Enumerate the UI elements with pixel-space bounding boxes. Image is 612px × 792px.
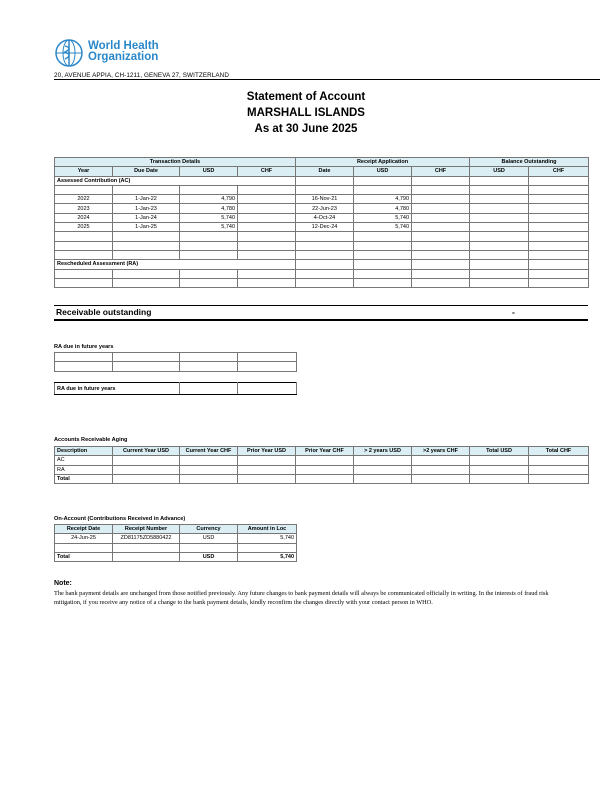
aging-col-2y-chf: >2 years CHF bbox=[412, 447, 470, 456]
due-date-cell: 1-Jan-22 bbox=[113, 195, 180, 204]
on-account-table bbox=[54, 524, 297, 562]
usd-cell: 4,790 bbox=[180, 195, 238, 204]
who-emblem-icon bbox=[54, 38, 84, 68]
address: 20, AVENUE APPIA, CH-1211, GENEVA 27, SWITZERLAND bbox=[54, 72, 229, 79]
usd-cell: 5,740 bbox=[180, 223, 238, 232]
ra-future-total-table bbox=[54, 382, 297, 395]
table-row bbox=[55, 543, 297, 552]
group-transaction-details: Transaction Details bbox=[55, 158, 296, 167]
aging-col-description: Description bbox=[55, 447, 113, 456]
aging-row-ra: RA bbox=[55, 465, 113, 474]
table-row bbox=[55, 362, 297, 371]
table-row bbox=[55, 552, 297, 561]
table-row bbox=[55, 204, 589, 213]
table-row bbox=[55, 353, 297, 362]
group-header-row bbox=[55, 158, 589, 167]
oa-total-amount: 5,740 bbox=[238, 552, 297, 561]
table-row bbox=[55, 534, 297, 543]
receipt-date-cell: 4-Oct-24 bbox=[296, 213, 354, 222]
group-balance-outstanding: Balance Outstanding bbox=[470, 158, 589, 167]
org-name-line2: Organization bbox=[88, 51, 159, 63]
who-logo bbox=[54, 38, 174, 70]
group-receipt-application: Receipt Application bbox=[296, 158, 470, 167]
org-name bbox=[88, 41, 159, 63]
receivable-label: Receivable outstanding bbox=[56, 307, 152, 317]
oa-currency: USD bbox=[180, 534, 238, 543]
oa-total-currency: USD bbox=[180, 552, 238, 561]
receipt-usd-cell: 5,740 bbox=[354, 223, 412, 232]
due-date-cell: 1-Jan-25 bbox=[113, 223, 180, 232]
ra-future-small-label: RA due in future years bbox=[54, 344, 114, 350]
receipt-date-cell: 12-Dec-24 bbox=[296, 223, 354, 232]
org-name-line1: World Health bbox=[88, 40, 159, 52]
section-ac-label: Assessed Contribution (AC) bbox=[55, 176, 296, 185]
due-date-cell: 1-Jan-23 bbox=[113, 204, 180, 213]
aging-header-row bbox=[55, 447, 589, 456]
usd-cell: 5,740 bbox=[180, 213, 238, 222]
aging-col-current-usd: Current Year USD bbox=[113, 447, 180, 456]
table-row bbox=[55, 241, 589, 250]
ra-future-big-label: RA due in future years bbox=[55, 383, 180, 395]
title-line1: Statement of Account bbox=[246, 91, 366, 103]
column-header-row bbox=[55, 167, 589, 176]
section-row bbox=[55, 260, 589, 269]
table-row bbox=[55, 383, 297, 395]
receipt-usd-cell: 4,780 bbox=[354, 204, 412, 213]
year-cell: 2024 bbox=[55, 213, 113, 222]
ra-future-table bbox=[54, 352, 297, 372]
receipt-usd-cell: 4,790 bbox=[354, 195, 412, 204]
aging-col-total-usd: Total USD bbox=[470, 447, 529, 456]
aging-col-prior-chf: Prior Year CHF bbox=[296, 447, 354, 456]
year-cell: 2023 bbox=[55, 204, 113, 213]
note-text: The bank payment details are unchanged from those notified previously. Any future changes to bank payment details will always be communicated officially in writing. In the interests of fraud risk mitigation, if you receive any notice of a change to the bank payment details, kindly reconfirm the changes directly with your contact person in WHO. bbox=[54, 590, 549, 606]
col-year: Year bbox=[55, 167, 113, 176]
aging-row-total: Total bbox=[55, 474, 113, 483]
aging-col-2y-usd: > 2 years USD bbox=[354, 447, 412, 456]
table-row bbox=[55, 474, 589, 483]
oa-receipt-date: 24-Jun-25 bbox=[55, 534, 113, 543]
table-row bbox=[55, 278, 589, 287]
oa-col-receipt-date: Receipt Date bbox=[55, 525, 113, 534]
on-account-header-row bbox=[55, 525, 297, 534]
col-date: Date bbox=[296, 167, 354, 176]
col-receipt-chf: CHF bbox=[412, 167, 470, 176]
oa-col-currency: Currency bbox=[180, 525, 238, 534]
usd-cell: 4,780 bbox=[180, 204, 238, 213]
col-chf: CHF bbox=[238, 167, 296, 176]
table-row bbox=[55, 269, 589, 278]
receipt-date-cell: 22-Jun-23 bbox=[296, 204, 354, 213]
table-row bbox=[55, 250, 589, 259]
col-due-date: Due Date bbox=[113, 167, 180, 176]
oa-total-label: Total bbox=[55, 552, 113, 561]
table-row bbox=[55, 465, 589, 474]
table-row bbox=[55, 195, 589, 204]
oa-col-receipt-number: Receipt Number bbox=[113, 525, 180, 534]
header-divider bbox=[54, 79, 600, 80]
aging-row-ac: AC bbox=[55, 456, 113, 465]
oa-receipt-number: ZD81175ZD5880422 bbox=[113, 534, 180, 543]
table-row bbox=[55, 223, 589, 232]
table-row bbox=[55, 185, 589, 194]
year-cell: 2022 bbox=[55, 195, 113, 204]
section-ra-label: Rescheduled Assessment (RA) bbox=[55, 260, 296, 269]
statement-table bbox=[54, 157, 589, 288]
aging-col-current-chf: Current Year CHF bbox=[180, 447, 238, 456]
oa-amount: 5,740 bbox=[238, 534, 297, 543]
col-usd: USD bbox=[180, 167, 238, 176]
year-cell: 2025 bbox=[55, 223, 113, 232]
table-row bbox=[55, 213, 589, 222]
aging-title: Accounts Receivable Aging bbox=[54, 437, 128, 443]
title-country: MARSHALL ISLANDS bbox=[247, 107, 365, 119]
receivable-value: - bbox=[512, 307, 515, 317]
on-account-title: On-Account (Contributions Received in Advance) bbox=[54, 516, 186, 522]
section-row bbox=[55, 176, 589, 185]
aging-col-total-chf: Total CHF bbox=[529, 447, 589, 456]
col-balance-usd: USD bbox=[470, 167, 529, 176]
col-balance-chf: CHF bbox=[529, 167, 589, 176]
aging-table bbox=[54, 446, 589, 484]
col-receipt-usd: USD bbox=[354, 167, 412, 176]
table-row bbox=[55, 456, 589, 465]
note-title: Note: bbox=[54, 580, 72, 587]
title-date: As at 30 June 2025 bbox=[254, 123, 358, 135]
receipt-date-cell: 16-Nov-21 bbox=[296, 195, 354, 204]
due-date-cell: 1-Jan-24 bbox=[113, 213, 180, 222]
oa-col-amount: Amount in Loc bbox=[238, 525, 297, 534]
aging-col-prior-usd: Prior Year USD bbox=[238, 447, 296, 456]
receipt-usd-cell: 5,740 bbox=[354, 213, 412, 222]
receivable-outstanding-row bbox=[54, 305, 588, 321]
table-row bbox=[55, 232, 589, 241]
